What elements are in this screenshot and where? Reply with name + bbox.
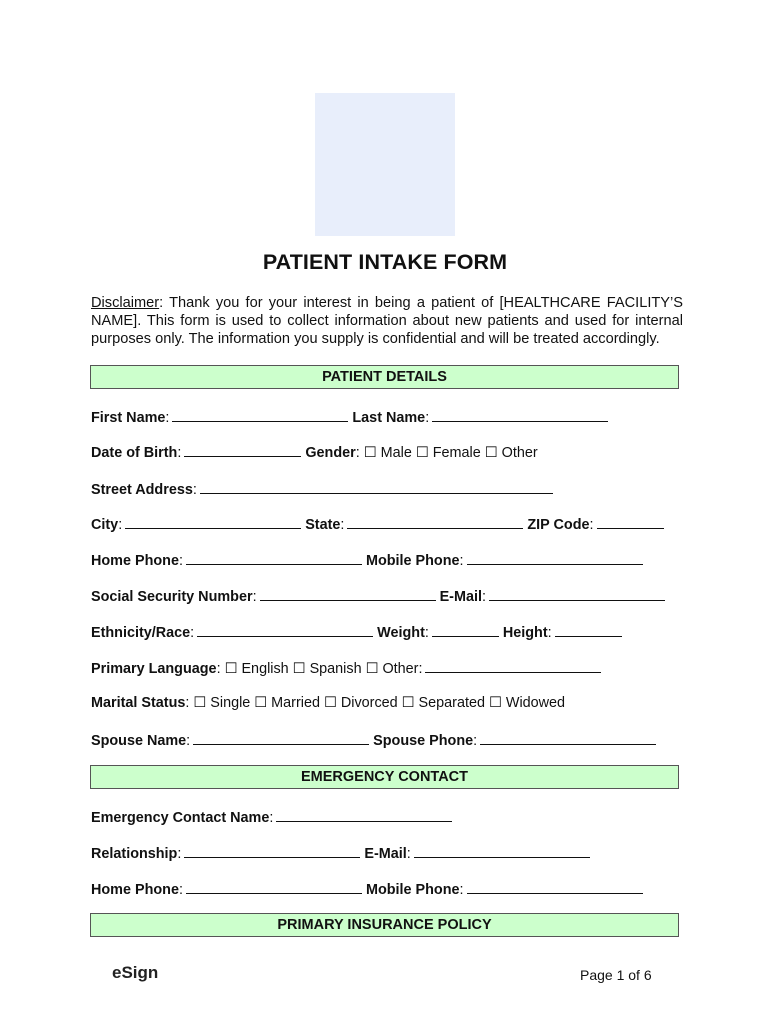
row-dob-gender: Date of Birth: Gender: ☐ Male ☐ Female ☐ Other [91, 445, 538, 461]
marital-married-checkbox[interactable]: ☐ Married [254, 695, 320, 711]
last-name-label: Last Name [352, 410, 426, 426]
gender-female-checkbox[interactable]: ☐ Female [415, 445, 481, 461]
row-name: First Name: Last Name: [91, 408, 608, 427]
row-street: Street Address: [91, 480, 553, 499]
state-field[interactable] [347, 515, 523, 529]
row-spouse: Spouse Name: Spouse Phone: [91, 731, 656, 750]
ec-mobile-phone-field[interactable] [467, 880, 643, 894]
logo-placeholder [315, 93, 455, 236]
marital-label: Marital Status [91, 695, 186, 711]
esign-logo: eSign [112, 963, 159, 982]
home-phone-label: Home Phone [91, 553, 179, 569]
weight-label: Weight [377, 625, 425, 641]
mobile-phone-field[interactable] [467, 551, 643, 565]
gender-label: Gender [305, 445, 356, 461]
dob-field[interactable] [184, 443, 301, 457]
ec-home-phone-field[interactable] [186, 880, 362, 894]
gender-male-checkbox[interactable]: ☐ Male [363, 445, 412, 461]
state-label: State [305, 517, 341, 533]
ssn-label: Social Security Number [91, 589, 253, 605]
spouse-name-field[interactable] [193, 731, 369, 745]
row-ethnicity: Ethnicity/Race: Weight: Height: [91, 623, 622, 642]
last-name-field[interactable] [432, 408, 608, 422]
row-language: Primary Language: ☐ English ☐ Spanish ☐ Other: [91, 659, 601, 678]
email-label: E-Mail [439, 589, 482, 605]
marital-single-checkbox[interactable]: ☐ Single [193, 695, 251, 711]
row-city-state-zip: City: State: ZIP Code: [91, 515, 664, 534]
street-field[interactable] [200, 480, 553, 494]
disclaimer-label: Disclaimer [91, 295, 160, 311]
language-english-checkbox[interactable]: ☐ English [224, 661, 289, 677]
ec-home-phone-label: Home Phone [91, 882, 179, 898]
page-number: Page 1 of 6 [580, 967, 652, 983]
zip-label: ZIP Code [527, 517, 590, 533]
marital-widowed-checkbox[interactable]: ☐ Widowed [488, 695, 566, 711]
ec-email-field[interactable] [414, 844, 590, 858]
spouse-phone-label: Spouse Phone [373, 733, 474, 749]
city-label: City [91, 517, 119, 533]
language-label: Primary Language [91, 661, 217, 677]
section-primary-insurance: PRIMARY INSURANCE POLICY [90, 913, 679, 937]
spouse-name-label: Spouse Name [91, 733, 187, 749]
language-other-field[interactable] [425, 659, 601, 673]
row-ssn-email: Social Security Number: E-Mail: [91, 587, 665, 606]
ethnicity-field[interactable] [197, 623, 373, 637]
first-name-field[interactable] [172, 408, 348, 422]
ec-name-label: Emergency Contact Name [91, 810, 270, 826]
weight-field[interactable] [432, 623, 499, 637]
section-patient-details: PATIENT DETAILS [90, 365, 679, 389]
language-other-checkbox[interactable]: ☐ Other: [365, 661, 423, 677]
row-ec-name: Emergency Contact Name: [91, 808, 452, 827]
mobile-phone-label: Mobile Phone [365, 553, 460, 569]
ssn-field[interactable] [260, 587, 436, 601]
street-label: Street Address [91, 482, 193, 498]
relationship-label: Relationship [91, 846, 178, 862]
spouse-phone-field[interactable] [480, 731, 656, 745]
ec-email-label: E-Mail [364, 846, 407, 862]
home-phone-field[interactable] [186, 551, 362, 565]
row-ec-phones: Home Phone: Mobile Phone: [91, 880, 643, 899]
disclaimer [91, 294, 683, 349]
marital-divorced-checkbox[interactable]: ☐ Divorced [323, 695, 398, 711]
ethnicity-label: Ethnicity/Race [91, 625, 191, 641]
disclaimer-text: : Thank you for your interest in being a patient of [HEALTHCARE FACILITY’S NAME]. This form is used to collect information about new patients and used for internal purposes only. The information you supply is confidential and will be treated accordingly. [91, 295, 683, 348]
row-marital: Marital Status: ☐ Single ☐ Married ☐ Divorced ☐ Separated ☐ Widowed [91, 695, 566, 711]
ec-mobile-phone-label: Mobile Phone [365, 882, 460, 898]
ec-name-field[interactable] [276, 808, 452, 822]
relationship-field[interactable] [184, 844, 360, 858]
row-phones: Home Phone: Mobile Phone: [91, 551, 643, 570]
first-name-label: First Name [91, 410, 166, 426]
height-label: Height [502, 625, 548, 641]
language-spanish-checkbox[interactable]: ☐ Spanish [292, 661, 362, 677]
height-field[interactable] [555, 623, 622, 637]
email-field[interactable] [489, 587, 665, 601]
dob-label: Date of Birth [91, 445, 178, 461]
zip-field[interactable] [597, 515, 664, 529]
marital-separated-checkbox[interactable]: ☐ Separated [401, 695, 485, 711]
section-emergency-contact: EMERGENCY CONTACT [90, 765, 679, 789]
gender-other-checkbox[interactable]: ☐ Other [484, 445, 538, 461]
city-field[interactable] [125, 515, 301, 529]
row-relationship: Relationship: E-Mail: [91, 844, 590, 863]
page-title: PATIENT INTAKE FORM [262, 250, 508, 274]
